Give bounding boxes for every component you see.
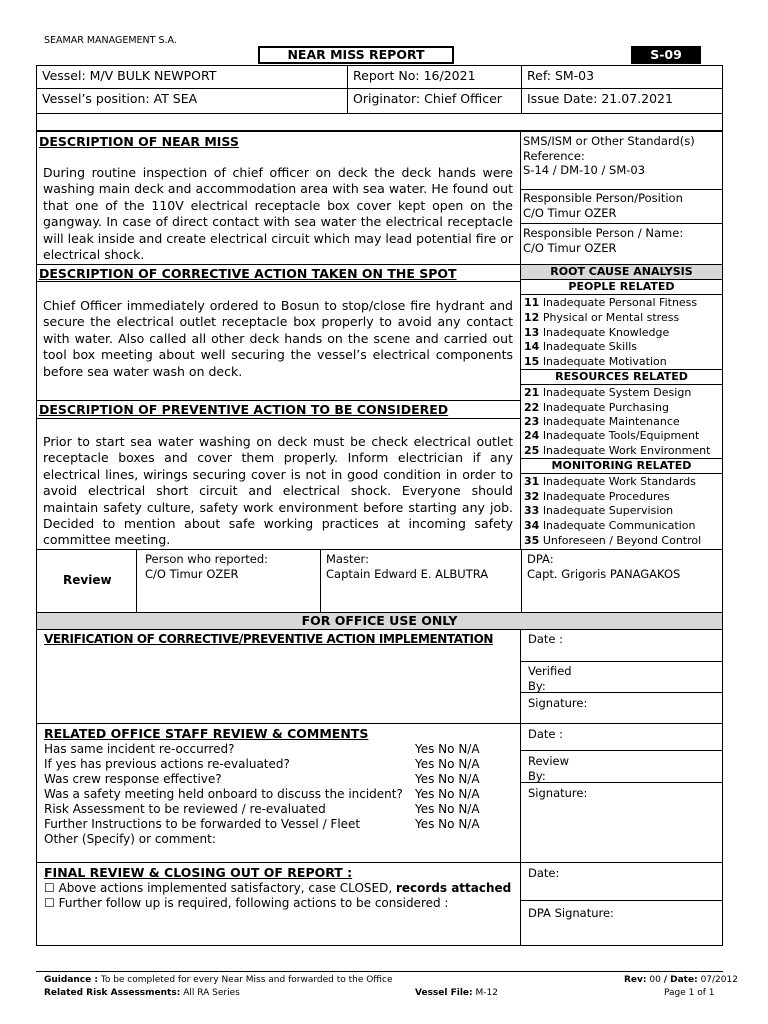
people-related-heading: PEOPLE RELATED [568,280,675,293]
yes-no-na-options[interactable]: Yes No N/A [415,742,480,756]
corrective-action-title: DESCRIPTION OF CORRECTIVE ACTION TAKEN ON THE SPOT [39,266,457,281]
root-cause-item: 24 Inadequate Tools/Equipment [524,429,700,442]
root-cause-item: 35 Unforeseen / Beyond Control [524,534,702,547]
question: Risk Assessment to be reviewed / re-evaluated [44,802,326,816]
company-name: SEAMAR MANAGEMENT S.A. [44,35,177,46]
yes-no-na-options[interactable]: Yes No N/A [415,757,480,771]
question: Has same incident re-occurred? [44,742,235,756]
near-miss-text: During routine inspection of chief officer on deck the deck hands were washing main deck and accommodation area with sea water. He found out that one of the 110V electrical receptacle box cover kept open on the gangway. In case of direct contact with sea water the electrical receptacle will leak inside and create electrical circuit which may lead potential fire or electrical shock. [43,165,513,263]
root-cause-item: 12 Physical or Mental stress [524,311,680,324]
originator: Originator: Chief Officer [353,91,502,106]
form-code-badge: S-09 [631,46,701,64]
divider [520,629,521,945]
divider [521,294,722,295]
divider [37,629,722,630]
vessel-file: Vessel File: M-12 [415,988,498,998]
root-cause-item: 15 Inadequate Motivation [524,355,667,368]
verification-title: VERIFICATION OF CORRECTIVE/PREVENTIVE ACTION IMPLEMENTATION [44,632,494,646]
other-comment-label: Other (Specify) or comment: [44,832,216,846]
review-label-right: Review [528,754,570,768]
divider [320,549,321,612]
divider [136,549,137,612]
related-risk-assessments: Related Risk Assessments: All RA Series [44,988,240,998]
page-number: Page 1 of 1 [664,988,715,998]
divider [347,66,348,113]
divider [37,723,722,724]
verified-label: Verified [528,664,572,678]
staff-review-title: RELATED OFFICE STAFF REVIEW & COMMENTS [44,726,369,741]
yes-no-na-options[interactable]: Yes No N/A [415,787,480,801]
divider [521,661,722,662]
root-cause-item: 13 Inadequate Knowledge [524,326,670,339]
root-cause-item: 32 Inadequate Procedures [524,490,670,503]
question: Was crew response effective? [44,772,222,786]
responsible-position-value: C/O Timur OZER [523,206,617,220]
corrective-action-text: Chief Officer immediately ordered to Bosun to stop/close fire hydrant and secure the electrical outlet receptacle box properly to avoid any contact with water. Also called all other deck hands on the scene and carried out tool box meeting about well securing the vessel’s electrical components before sea water wash on deck. [43,298,513,379]
office-use-banner: FOR OFFICE USE ONLY [37,613,722,629]
final-option-closed[interactable]: ☐ Above actions implemented satisfactory, case CLOSED, records attached [44,881,512,895]
reporter-name: C/O Timur OZER [145,567,239,581]
staff-signature-label: Signature: [528,786,588,800]
divider [37,113,722,114]
divider [37,281,521,282]
verification-signature-label: Signature: [528,696,588,710]
divider [520,131,521,549]
checkbox-icon[interactable]: ☐ [44,881,55,895]
divider [521,384,722,385]
dpa-name: Capt. Grigoris PANAGAKOS [527,567,681,581]
divider [521,66,522,113]
review-label: Review [63,573,112,587]
divider [37,549,722,550]
root-cause-item: 34 Inadequate Communication [524,519,696,532]
yes-no-na-options[interactable]: Yes No N/A [415,802,480,816]
reference: Ref: SM-03 [527,68,595,83]
vessel-name: Vessel: M/V BULK NEWPORT [42,68,217,83]
resources-related-heading: RESOURCES RELATED [555,370,688,383]
preventive-action-title: DESCRIPTION OF PREVENTIVE ACTION TO BE CONSIDERED [39,402,449,417]
divider [521,549,522,612]
sms-reference-label: SMS/ISM or Other Standard(s) Reference: [523,134,695,163]
revision-info: Rev: 00 / Date: 07/2012 [624,975,738,985]
reporter-label: Person who reported: [145,552,269,566]
root-cause-item: 22 Inadequate Purchasing [524,401,669,414]
master-name: Captain Edward E. ALBUTRA [326,567,489,581]
root-cause-item: 33 Inadequate Supervision [524,504,674,517]
vessel-position: Vessel’s position: AT SEA [42,91,198,106]
divider [37,862,722,863]
question: Was a safety meeting held onboard to discuss the incident? [44,787,403,801]
yes-no-na-options[interactable]: Yes No N/A [415,772,480,786]
guidance: Guidance : To be completed for every Near Miss and forwarded to the Office [44,975,393,985]
issue-date: Issue Date: 21.07.2021 [527,91,673,106]
root-cause-item: 11 Inadequate Personal Fitness [524,296,698,309]
root-cause-item: 23 Inadequate Maintenance [524,415,680,428]
dpa-label: DPA: [527,552,554,566]
near-miss-title: DESCRIPTION OF NEAR MISS [39,134,239,149]
root-cause-item: 31 Inadequate Work Standards [524,475,696,488]
final-date-label: Date: [528,866,560,880]
monitoring-related-heading: MONITORING RELATED [551,459,692,472]
footer-divider [36,971,723,972]
review-by-label: By: [528,769,546,783]
divider [37,400,521,401]
divider [37,88,722,89]
divider [521,223,722,224]
responsible-name-label: Responsible Person / Name: [523,226,684,240]
divider [521,473,722,474]
divider [521,692,722,693]
question: If yes has previous actions re-evaluated? [44,757,290,771]
final-review-title: FINAL REVIEW & CLOSING OUT OF REPORT : [44,865,353,880]
checkbox-icon[interactable]: ☐ [44,896,55,910]
report-title: NEAR MISS REPORT [258,46,454,64]
root-cause-item: 21 Inadequate System Design [524,386,692,399]
divider [37,418,521,419]
sms-reference-value: S-14 / DM-10 / SM-03 [523,163,646,177]
divider [521,189,722,190]
root-cause-item: 25 Inadequate Work Environment [524,444,711,457]
divider [521,900,722,901]
divider [37,130,722,132]
yes-no-na-options[interactable]: Yes No N/A [415,817,480,831]
report-number: Report No: 16/2021 [353,68,476,83]
preventive-action-text: Prior to start sea water washing on deck must be check electrical outlet receptacle boxes and cover them properly. Inform electrician if any electrical lines, wirings securing cover is not in good condition in order to avoid electrical short circuit and electrical shock. Everyone should maintain safety culture, safety work environment before starting any job. Decided to mention about safe working practices at incoming safety committee meeting. [43,434,513,548]
responsible-position-label: Responsible Person/Position [523,191,683,205]
staff-date-label: Date : [528,727,564,741]
dpa-signature-label: DPA Signature: [528,906,614,920]
root-cause-title: ROOT CAUSE ANALYSIS [521,265,722,279]
divider [521,750,722,751]
divider [521,782,722,783]
final-option-follow-up[interactable]: ☐ Further follow up is required, following actions to be considered : [44,896,449,910]
verified-by-label: By: [528,679,546,693]
responsible-name-value: C/O Timur OZER [523,241,617,255]
question: Further Instructions to be forwarded to Vessel / Fleet [44,817,361,831]
root-cause-item: 14 Inadequate Skills [524,340,638,353]
verification-date-label: Date : [528,632,564,646]
master-label: Master: [326,552,369,566]
